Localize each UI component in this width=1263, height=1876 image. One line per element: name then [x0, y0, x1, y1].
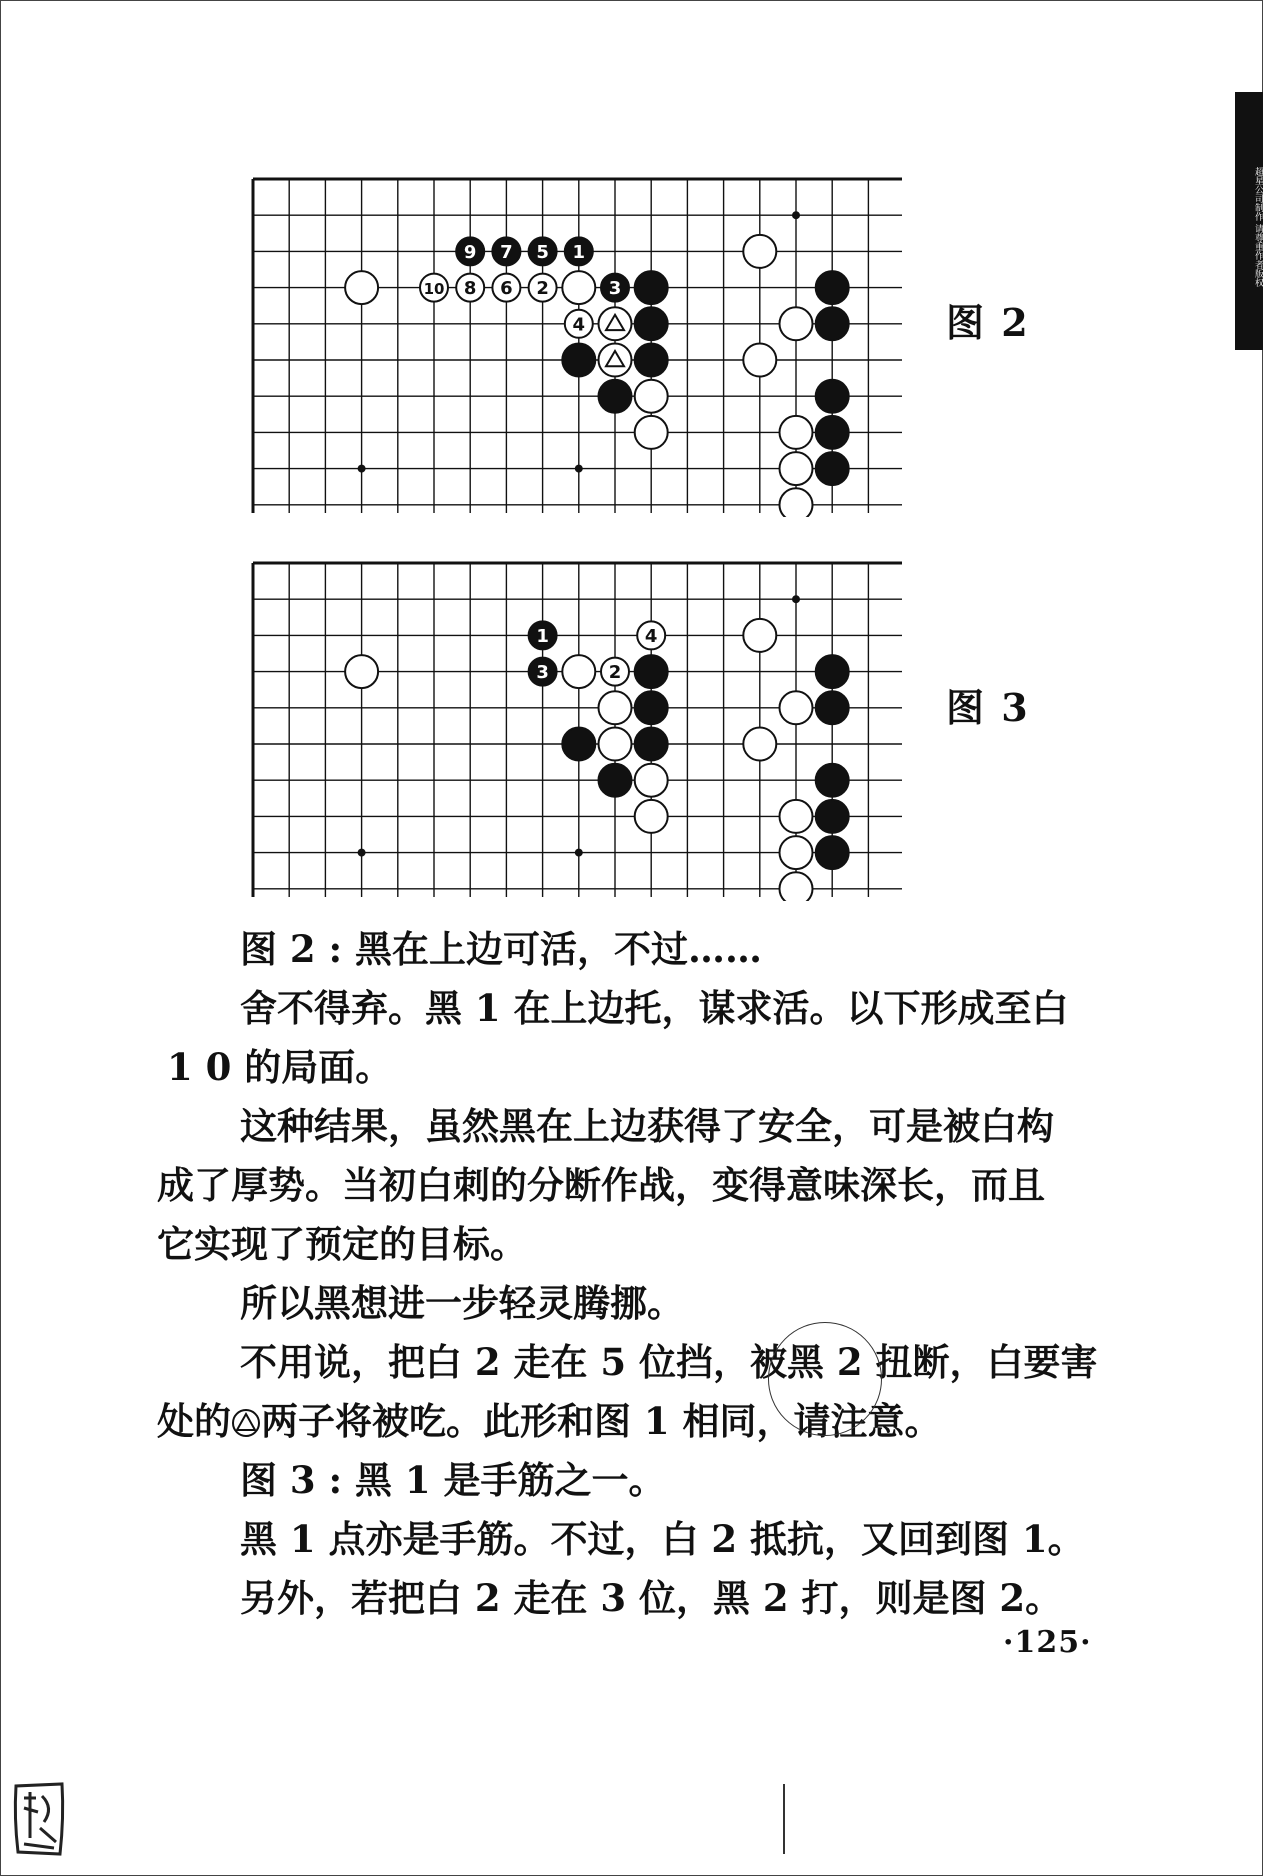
- move-number: 9: [463, 241, 477, 263]
- black-stone: [816, 691, 849, 724]
- body-text: [157, 920, 1129, 1628]
- white-stone: [743, 235, 776, 268]
- black-stone: [635, 728, 668, 761]
- white-stone: [780, 488, 813, 517]
- move-number: 3: [608, 278, 622, 300]
- paragraph-line: 1 0 的局面。: [167, 1045, 393, 1089]
- black-stone: [816, 764, 849, 797]
- black-stone: [599, 764, 632, 797]
- paragraph-line: [157, 1392, 1129, 1451]
- hoshi-point: [575, 465, 583, 473]
- white-stone: [599, 691, 632, 724]
- black-stone: [562, 728, 595, 761]
- paragraph-line: 这种结果，虽然黑在上边获得了安全，可是被白构: [240, 1104, 1054, 1148]
- triangle-stone-icon: [231, 1408, 261, 1438]
- pencil-circle-mark: [768, 1322, 882, 1436]
- black-stone: [816, 800, 849, 833]
- paragraph-line: 它实现了预定的目标。: [157, 1222, 527, 1266]
- white-stone: [780, 836, 813, 869]
- paragraph-line: 所以黑想进一步轻灵腾挪。: [240, 1281, 684, 1325]
- figure-2-label: 图 2: [946, 300, 1030, 345]
- move-number: 1: [572, 241, 586, 263]
- white-stone: [599, 728, 632, 761]
- copyright-side-tab: 超星公司制作 请尊重作者版权: [1235, 92, 1263, 350]
- move-number: 2: [536, 278, 549, 300]
- go-board-svg: [250, 172, 902, 517]
- go-board-svg: [250, 556, 902, 901]
- paragraph-line: 成了厚势。当初白刺的分断作战，变得意味深长，而且: [157, 1163, 1045, 1207]
- white-stone: [635, 380, 668, 413]
- black-stone: [816, 380, 849, 413]
- white-stone: [345, 271, 378, 304]
- white-stone: [780, 872, 813, 901]
- white-stone: [743, 619, 776, 652]
- white-stone: [635, 800, 668, 833]
- black-stone: [635, 307, 668, 340]
- black-stone: [816, 416, 849, 449]
- inline-prefix: 处的: [157, 1399, 231, 1443]
- page-number: ·125·: [1003, 1625, 1092, 1660]
- hoshi-point: [575, 849, 583, 857]
- white-stone: [780, 307, 813, 340]
- paragraph-line: 不用说，把白 2 走在 5 位挡，被黑 2 扭断，白要害: [240, 1340, 1098, 1384]
- white-stone: [635, 416, 668, 449]
- move-number: 4: [572, 314, 586, 336]
- move-number: 2: [608, 662, 622, 684]
- paragraph-line: 图 2 : 黑在上边可活，不过……: [240, 927, 763, 971]
- move-number: 6: [500, 278, 513, 300]
- black-stone: [635, 344, 668, 377]
- white-stone: [743, 728, 776, 761]
- figure-3-label: 图 3: [946, 685, 1030, 730]
- go-board-figure-3: [250, 556, 902, 901]
- white-stone: [599, 344, 632, 377]
- black-stone: [816, 271, 849, 304]
- white-stone: [780, 800, 813, 833]
- white-stone: [562, 271, 595, 304]
- paragraph-line: 图 3 : 黑 1 是手筋之一。: [240, 1458, 666, 1502]
- black-stone: [816, 452, 849, 485]
- move-number: 4: [644, 625, 658, 647]
- move-number: 1: [536, 625, 549, 647]
- black-stone: [816, 655, 849, 688]
- white-stone: [780, 416, 813, 449]
- move-number: 5: [536, 241, 549, 263]
- black-stone: [635, 691, 668, 724]
- black-stone: [816, 307, 849, 340]
- white-stone: [562, 655, 595, 688]
- move-number: 8: [463, 278, 477, 300]
- black-stone: [635, 655, 668, 688]
- scan-mark: [783, 1784, 785, 1854]
- white-stone: [635, 764, 668, 797]
- white-stone: [599, 307, 632, 340]
- white-stone: [780, 691, 813, 724]
- black-stone: [562, 344, 595, 377]
- white-stone: [780, 452, 813, 485]
- paragraph-line: 另外，若把白 2 走在 3 位，黑 2 打，则是图 2。: [240, 1576, 1063, 1620]
- library-seal-stamp: [10, 1778, 68, 1858]
- paragraph-line: 黑 1 点亦是手筋。不过，白 2 抵抗，又回到图 1。: [240, 1517, 1085, 1561]
- hoshi-point: [792, 211, 800, 219]
- hoshi-point: [358, 465, 366, 473]
- move-number: 3: [536, 662, 549, 684]
- black-stone: [635, 271, 668, 304]
- white-stone: [743, 344, 776, 377]
- move-number: 7: [500, 241, 513, 263]
- paragraph-line: 舍不得弃。黑 1 在上边托，谋求活。以下形成至白: [240, 986, 1069, 1030]
- hoshi-point: [358, 849, 366, 857]
- black-stone: [599, 380, 632, 413]
- hoshi-point: [792, 595, 800, 603]
- white-stone: [345, 655, 378, 688]
- move-number: 10: [423, 280, 445, 299]
- go-board-figure-2: [250, 172, 902, 517]
- black-stone: [816, 836, 849, 869]
- inline-rest: 两子将被吃。此形和图 1 相同，请注意。: [261, 1399, 942, 1443]
